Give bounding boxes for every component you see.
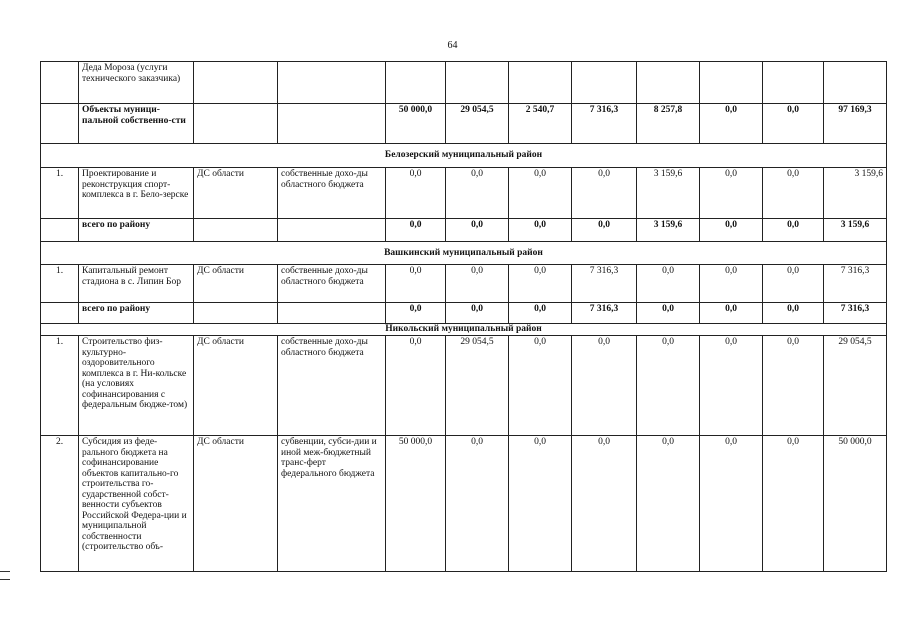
customer-cell (194, 104, 278, 144)
source-cell: субвенции, субси-дии и иной меж-бюджетный транс-ферт федерального бюджета (278, 436, 386, 572)
value-cell: 50 000,0 (386, 104, 446, 144)
table-row (41, 168, 887, 219)
value-cell: 0,0 (637, 265, 700, 303)
value-cell: 0,0 (386, 265, 446, 303)
value-cell: 0,0 (572, 336, 637, 436)
value-cell: 0,0 (763, 303, 824, 324)
margin-mark (0, 579, 10, 580)
value-cell: 8 257,8 (637, 104, 700, 144)
value-cell (446, 62, 509, 104)
value-cell: 0,0 (700, 436, 763, 572)
value-cell: 29 054,5 (446, 104, 509, 144)
value-cell: 50 000,0 (824, 436, 887, 572)
object-name-cell: всего по району (79, 303, 194, 324)
budget-table (40, 61, 887, 572)
value-cell: 3 159,6 (824, 219, 887, 242)
value-cell: 7 316,3 (572, 303, 637, 324)
section-title: Вашкинский муниципальный район (41, 242, 887, 265)
value-cell: 0,0 (700, 104, 763, 144)
value-cell: 7 316,3 (824, 265, 887, 303)
value-cell: 0,0 (637, 336, 700, 436)
section-header-row (41, 324, 887, 336)
value-cell: 0,0 (509, 436, 572, 572)
margin-mark (0, 571, 10, 572)
value-cell: 2 540,7 (509, 104, 572, 144)
source-cell: собственные дохо-ды областного бюджета (278, 265, 386, 303)
row-number-cell (41, 219, 79, 242)
page-number: 64 (447, 40, 458, 51)
value-cell: 29 054,5 (824, 336, 887, 436)
value-cell: 0,0 (763, 104, 824, 144)
object-name-cell: Строительство физ-культурно-оздоровительного комплекса в г. Ни-кольске (на условиях софинансирования с федеральным бюдже-том) (79, 336, 194, 436)
table-row (41, 265, 887, 303)
value-cell: 7 316,3 (572, 265, 637, 303)
row-number-cell: 1. (41, 265, 79, 303)
value-cell: 0,0 (509, 219, 572, 242)
value-cell: 3 159,6 (637, 168, 700, 219)
section-title: Никольский муниципальный район (41, 324, 887, 336)
object-name-cell: Субсидия из феде-рального бюджета на софинансирование объектов капитально-го строительства го-сударственной собст-венности субъектов Российской Федера-ции и муниципальной собственности (строительство объ- (79, 436, 194, 572)
value-cell: 0,0 (509, 168, 572, 219)
source-cell: собственные дохо-ды областного бюджета (278, 336, 386, 436)
value-cell: 3 159,6 (824, 168, 887, 219)
value-cell: 0,0 (763, 265, 824, 303)
value-cell: 0,0 (386, 303, 446, 324)
object-name-cell: всего по району (79, 219, 194, 242)
table-row (41, 336, 887, 436)
value-cell: 0,0 (386, 219, 446, 242)
value-cell: 0,0 (572, 168, 637, 219)
value-cell: 0,0 (509, 265, 572, 303)
value-cell: 0,0 (700, 336, 763, 436)
value-cell: 3 159,6 (637, 219, 700, 242)
value-cell (572, 62, 637, 104)
value-cell: 0,0 (637, 303, 700, 324)
value-cell: 0,0 (763, 336, 824, 436)
value-cell: 0,0 (386, 168, 446, 219)
row-number-cell: 2. (41, 436, 79, 572)
customer-cell: ДС области (194, 436, 278, 572)
value-cell: 0,0 (763, 436, 824, 572)
value-cell: 7 316,3 (824, 303, 887, 324)
value-cell: 0,0 (446, 436, 509, 572)
customer-cell: ДС области (194, 336, 278, 436)
row-number-cell (41, 104, 79, 144)
row-number-cell (41, 62, 79, 104)
section-title: Белозерский муниципальный район (41, 144, 887, 168)
table-row (41, 62, 887, 104)
customer-cell: ДС области (194, 265, 278, 303)
value-cell (637, 62, 700, 104)
value-cell (386, 62, 446, 104)
value-cell: 0,0 (509, 336, 572, 436)
row-number-cell (41, 303, 79, 324)
object-name-cell: Деда Мороза (услуги технического заказчика) (79, 62, 194, 104)
customer-cell (194, 303, 278, 324)
row-number-cell: 1. (41, 168, 79, 219)
value-cell: 0,0 (763, 219, 824, 242)
value-cell: 0,0 (572, 219, 637, 242)
value-cell: 0,0 (637, 436, 700, 572)
value-cell (509, 62, 572, 104)
section-header-row (41, 144, 887, 168)
value-cell: 50 000,0 (386, 436, 446, 572)
value-cell: 0,0 (509, 303, 572, 324)
section-header-row (41, 242, 887, 265)
value-cell: 29 054,5 (446, 336, 509, 436)
object-name-cell: Проектирование и реконструкция спорт-комплекса в г. Бело-зерске (79, 168, 194, 219)
row-number-cell: 1. (41, 336, 79, 436)
source-cell: собственные дохо-ды областного бюджета (278, 168, 386, 219)
value-cell: 0,0 (446, 265, 509, 303)
value-cell: 7 316,3 (572, 104, 637, 144)
value-cell: 0,0 (763, 168, 824, 219)
object-name-cell: Объекты муници-пальной собственно-сти (79, 104, 194, 144)
table-row-total (41, 219, 887, 242)
value-cell: 0,0 (572, 436, 637, 572)
table-row (41, 436, 887, 572)
value-cell (700, 62, 763, 104)
source-cell (278, 104, 386, 144)
source-cell (278, 62, 386, 104)
object-name-cell: Капитальный ремонт стадиона в с. Липин Бор (79, 265, 194, 303)
value-cell (763, 62, 824, 104)
value-cell: 0,0 (446, 303, 509, 324)
table-row-total (41, 303, 887, 324)
table-row-total (41, 104, 887, 144)
value-cell: 0,0 (700, 219, 763, 242)
customer-cell (194, 62, 278, 104)
value-cell: 0,0 (386, 336, 446, 436)
value-cell: 97 169,3 (824, 104, 887, 144)
source-cell (278, 219, 386, 242)
value-cell (824, 62, 887, 104)
value-cell: 0,0 (700, 303, 763, 324)
value-cell: 0,0 (446, 168, 509, 219)
value-cell: 0,0 (700, 168, 763, 219)
source-cell (278, 303, 386, 324)
customer-cell: ДС области (194, 168, 278, 219)
customer-cell (194, 219, 278, 242)
value-cell: 0,0 (446, 219, 509, 242)
value-cell: 0,0 (700, 265, 763, 303)
